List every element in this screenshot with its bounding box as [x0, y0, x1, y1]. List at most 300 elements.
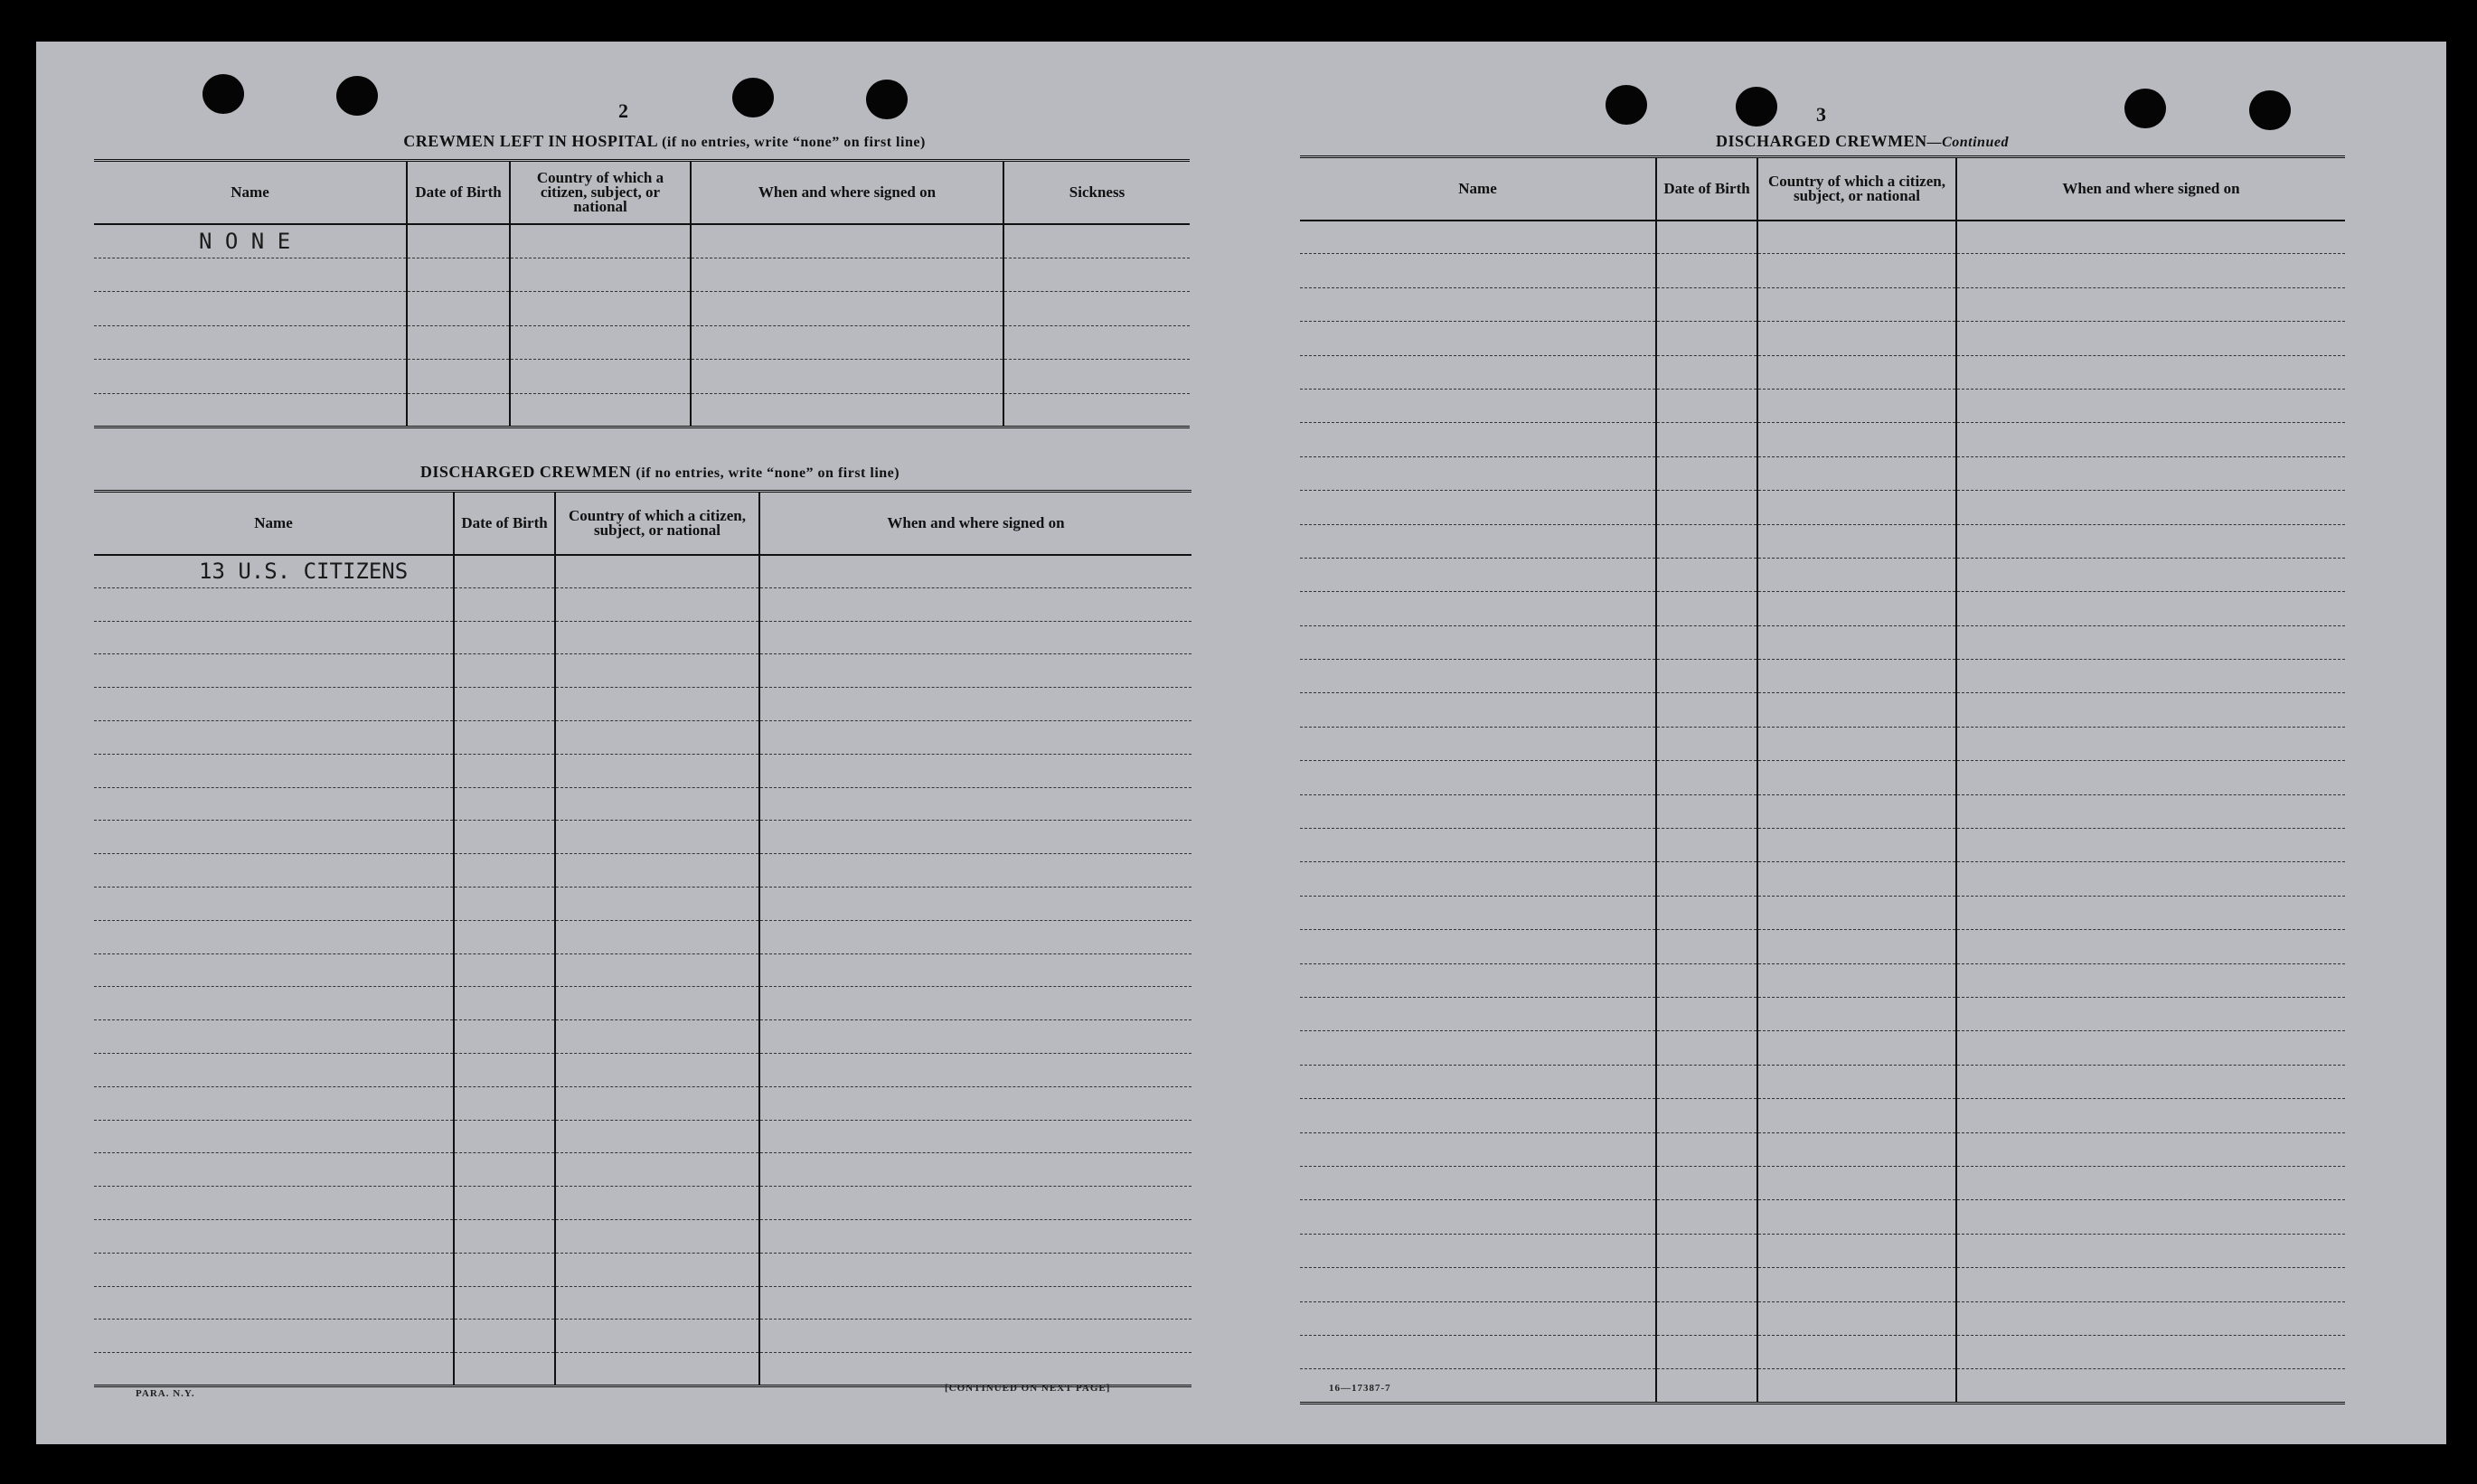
table-row: [94, 654, 1191, 688]
table-row: [1300, 1166, 2345, 1199]
table-cell: [510, 393, 691, 427]
table-row: [1300, 963, 2345, 997]
table-cell: [759, 720, 1191, 754]
first-line-entry: 13 U.S. CITIZENS: [199, 559, 409, 585]
table-cell: [454, 1086, 555, 1120]
table-cell: [1300, 896, 1656, 929]
table-cell: [1956, 862, 2345, 896]
table-cell: [454, 555, 555, 588]
table-cell: [1956, 1099, 2345, 1132]
hospital-table: [94, 159, 1190, 428]
table-cell: [1956, 930, 2345, 963]
table-row: [94, 258, 1190, 292]
table-cell: [454, 1253, 555, 1286]
table-cell: [1656, 1335, 1757, 1368]
table-cell: [407, 325, 510, 360]
table-cell: [1757, 592, 1956, 625]
table-cell: [1003, 224, 1190, 258]
table-cell: [1956, 997, 2345, 1030]
discharged-note: (if no entries, write “none” on first line): [636, 465, 900, 481]
table-cell: [1956, 355, 2345, 389]
table-cell: [691, 292, 1003, 326]
table-row: [1300, 592, 2345, 625]
table-cell: [1757, 896, 1956, 929]
table-row: [94, 688, 1191, 721]
table-row: [94, 887, 1191, 920]
table-row: [94, 292, 1190, 326]
table-cell: [1300, 524, 1656, 558]
table-cell: [407, 224, 510, 258]
table-cell: [759, 1353, 1191, 1386]
table-cell: [94, 688, 454, 721]
table-cell: [555, 1353, 759, 1386]
table-cell: [510, 360, 691, 394]
table-cell: [1956, 1200, 2345, 1234]
table-cell: [1956, 660, 2345, 693]
table-cell: [1757, 355, 1956, 389]
table-cell: [759, 1253, 1191, 1286]
table-cell: [1757, 625, 1956, 659]
table-row: [94, 720, 1191, 754]
table-cell: [1757, 322, 1956, 355]
punch-hole: [2249, 90, 2291, 130]
table-cell: [94, 654, 454, 688]
table-cell: [759, 688, 1191, 721]
table-cell: [1956, 322, 2345, 355]
table-cell: [1757, 456, 1956, 490]
table-row: [94, 555, 1191, 588]
table-cell: [1656, 456, 1757, 490]
table-cell: [1300, 355, 1656, 389]
table-cell: [1956, 1031, 2345, 1065]
table-cell: [1757, 389, 1956, 422]
table-cell: [759, 821, 1191, 854]
discharged-continued-title: [1636, 132, 2088, 151]
table-cell: [1956, 1166, 2345, 1199]
table-cell: [1003, 292, 1190, 326]
table-cell: [1300, 761, 1656, 794]
table-cell: [1757, 1268, 1956, 1301]
table-cell: [454, 654, 555, 688]
table-cell: [1656, 997, 1757, 1030]
table-row: [1300, 625, 2345, 659]
column-header-signed-on: When and where signed on: [691, 161, 1003, 224]
table-cell: [555, 754, 759, 787]
table-cell: [94, 555, 454, 588]
table-cell: [1656, 1099, 1757, 1132]
table-cell: [94, 224, 407, 258]
table-cell: [94, 1053, 454, 1086]
table-cell: [1300, 287, 1656, 321]
table-cell: [555, 1286, 759, 1320]
table-row: [1300, 254, 2345, 287]
table-row: [1300, 423, 2345, 456]
table-cell: [94, 953, 454, 987]
table-cell: [1300, 1166, 1656, 1199]
table-header-row: [1300, 157, 2345, 221]
table-cell: [759, 787, 1191, 821]
table-cell: [1656, 761, 1757, 794]
table-row: [94, 1219, 1191, 1253]
table-cell: [94, 360, 407, 394]
table-row: [1300, 491, 2345, 524]
table-cell: [1757, 1335, 1956, 1368]
table-cell: [1300, 1335, 1656, 1368]
table-cell: [555, 920, 759, 953]
table-cell: [1757, 287, 1956, 321]
table-cell: [454, 987, 555, 1020]
table-cell: [1757, 1065, 1956, 1098]
table-cell: [555, 1187, 759, 1220]
table-cell: [454, 621, 555, 654]
table-cell: [1300, 322, 1656, 355]
table-cell: [454, 887, 555, 920]
table-row: [94, 754, 1191, 787]
first-line-entry: N O N E: [199, 228, 291, 254]
table-cell: [1956, 1335, 2345, 1368]
discharged-title: DISCHARGED CREWMEN: [419, 463, 632, 481]
discharged-table: [94, 490, 1191, 1387]
table-cell: [454, 1153, 555, 1187]
table-cell: [1300, 1301, 1656, 1335]
table-cell: [1300, 1065, 1656, 1098]
table-cell: [1656, 1200, 1757, 1234]
table-row: [1300, 862, 2345, 896]
table-row: [94, 224, 1190, 258]
continued-suffix: —Continued: [1926, 135, 2009, 150]
table-cell: [1656, 491, 1757, 524]
table-cell: [94, 258, 407, 292]
table-cell: [1300, 254, 1656, 287]
table-cell: [1656, 862, 1757, 896]
table-cell: [555, 887, 759, 920]
table-cell: [94, 1120, 454, 1153]
table-cell: [1656, 1132, 1757, 1166]
table-cell: [1300, 930, 1656, 963]
table-cell: [555, 688, 759, 721]
table-cell: [1003, 360, 1190, 394]
table-cell: [1757, 963, 1956, 997]
table-row: [94, 987, 1191, 1020]
table-cell: [1656, 355, 1757, 389]
table-cell: [1757, 997, 1956, 1030]
table-row: [1300, 287, 2345, 321]
table-cell: [759, 587, 1191, 621]
table-cell: [1300, 221, 1656, 254]
table-cell: [1956, 761, 2345, 794]
table-cell: [1656, 524, 1757, 558]
punch-hole: [2124, 89, 2166, 128]
table-cell: [454, 1353, 555, 1386]
hospital-title: CREWMEN LEFT IN HOSPITAL: [403, 132, 658, 150]
table-cell: [1656, 1166, 1757, 1199]
table-cell: [1757, 660, 1956, 693]
column-header-country: Country of which a citizen, subject, or national: [510, 161, 691, 224]
table-cell: [1300, 1234, 1656, 1267]
table-cell: [454, 1286, 555, 1320]
punch-hole: [336, 76, 378, 116]
discharged-continued-table: [1300, 155, 2345, 1404]
document-sheet: [36, 42, 2446, 1444]
table-cell: [555, 654, 759, 688]
table-cell: [454, 754, 555, 787]
table-row: [1300, 1031, 2345, 1065]
footer-continued-note: [CONTINUED ON NEXT PAGE]: [945, 1383, 1111, 1394]
table-cell: [759, 920, 1191, 953]
table-row: [94, 920, 1191, 953]
table-cell: [94, 1353, 454, 1386]
table-cell: [454, 1219, 555, 1253]
table-cell: [454, 720, 555, 754]
table-cell: [510, 325, 691, 360]
table-cell: [1656, 592, 1757, 625]
table-cell: [407, 393, 510, 427]
table-cell: [1956, 287, 2345, 321]
table-cell: [1656, 896, 1757, 929]
table-cell: [759, 1320, 1191, 1353]
table-cell: [1300, 1099, 1656, 1132]
table-cell: [454, 953, 555, 987]
footer-form-number: 16—17387-7: [1329, 1383, 1391, 1394]
table-cell: [1656, 1369, 1757, 1403]
table-row: [94, 1153, 1191, 1187]
table-cell: [555, 1020, 759, 1054]
table-cell: [1956, 1234, 2345, 1267]
column-header-date-of-birth: Date of Birth: [454, 492, 555, 555]
table-cell: [1300, 862, 1656, 896]
discharged-continued-heading: DISCHARGED CREWMEN: [1716, 132, 1927, 150]
column-header-date-of-birth: Date of Birth: [407, 161, 510, 224]
punch-hole: [1736, 87, 1777, 127]
table-cell: [759, 987, 1191, 1020]
table-header-row: [94, 161, 1190, 224]
table-cell: [1757, 423, 1956, 456]
page-number-right: 3: [1816, 103, 1826, 126]
table-cell: [1003, 325, 1190, 360]
table-cell: [691, 360, 1003, 394]
table-cell: [407, 360, 510, 394]
table-row: [94, 1253, 1191, 1286]
discharged-section-title: [298, 463, 1022, 482]
column-header-name: Name: [94, 492, 454, 555]
table-cell: [454, 787, 555, 821]
table-cell: [94, 1253, 454, 1286]
table-cell: [1757, 1099, 1956, 1132]
table-cell: [1300, 829, 1656, 862]
page-number-left: 2: [618, 99, 628, 122]
table-cell: [1956, 389, 2345, 422]
table-cell: [1757, 1369, 1956, 1403]
column-header-signed-on: When and where signed on: [1956, 157, 2345, 221]
table-cell: [1757, 693, 1956, 727]
table-cell: [691, 325, 1003, 360]
footer-printer-mark: PARA. N.Y.: [136, 1388, 195, 1399]
table-row: [1300, 322, 2345, 355]
table-cell: [510, 224, 691, 258]
table-cell: [759, 1120, 1191, 1153]
table-cell: [555, 587, 759, 621]
table-row: [1300, 761, 2345, 794]
table-row: [1300, 1369, 2345, 1403]
table-row: [1300, 1268, 2345, 1301]
table-row: [94, 1120, 1191, 1153]
table-row: [1300, 693, 2345, 727]
table-cell: [510, 258, 691, 292]
table-cell: [555, 987, 759, 1020]
table-cell: [454, 1187, 555, 1220]
table-cell: [1956, 1065, 2345, 1098]
table-cell: [94, 393, 407, 427]
table-cell: [1656, 660, 1757, 693]
table-cell: [1656, 693, 1757, 727]
table-cell: [1757, 1234, 1956, 1267]
table-cell: [1956, 254, 2345, 287]
table-cell: [1300, 1268, 1656, 1301]
table-cell: [759, 887, 1191, 920]
table-cell: [1956, 829, 2345, 862]
table-cell: [1300, 660, 1656, 693]
table-row: [1300, 997, 2345, 1030]
table-cell: [1300, 1200, 1656, 1234]
table-cell: [1757, 524, 1956, 558]
column-header-signed-on: When and where signed on: [759, 492, 1191, 555]
table-cell: [94, 1153, 454, 1187]
table-cell: [1757, 558, 1956, 591]
table-cell: [94, 292, 407, 326]
table-cell: [555, 1219, 759, 1253]
table-cell: [555, 621, 759, 654]
table-cell: [759, 1286, 1191, 1320]
table-row: [94, 854, 1191, 888]
table-cell: [1956, 1268, 2345, 1301]
table-row: [1300, 660, 2345, 693]
table-cell: [1300, 727, 1656, 760]
table-cell: [555, 555, 759, 588]
table-cell: [759, 754, 1191, 787]
table-cell: [1757, 862, 1956, 896]
table-cell: [1757, 829, 1956, 862]
table-cell: [1757, 1132, 1956, 1166]
punch-hole: [866, 80, 908, 119]
column-header-sickness: Sickness: [1003, 161, 1190, 224]
table-cell: [1003, 393, 1190, 427]
table-cell: [94, 720, 454, 754]
table-cell: [1956, 1301, 2345, 1335]
table-row: [1300, 524, 2345, 558]
table-cell: [1956, 693, 2345, 727]
table-row: [94, 1353, 1191, 1386]
table-cell: [454, 688, 555, 721]
table-cell: [94, 754, 454, 787]
table-cell: [1956, 1369, 2345, 1403]
table-cell: [1656, 558, 1757, 591]
table-row: [94, 621, 1191, 654]
table-cell: [759, 1187, 1191, 1220]
table-cell: [1956, 1132, 2345, 1166]
table-cell: [94, 887, 454, 920]
table-cell: [454, 587, 555, 621]
column-header-name: Name: [94, 161, 407, 224]
table-row: [94, 821, 1191, 854]
table-cell: [94, 621, 454, 654]
table-row: [94, 393, 1190, 427]
table-cell: [759, 1219, 1191, 1253]
table-cell: [1757, 1301, 1956, 1335]
table-cell: [1956, 963, 2345, 997]
table-cell: [759, 854, 1191, 888]
table-row: [1300, 1200, 2345, 1234]
table-cell: [1656, 287, 1757, 321]
hospital-section-title: [303, 132, 1026, 151]
table-cell: [407, 292, 510, 326]
table-cell: [555, 1086, 759, 1120]
table-cell: [510, 292, 691, 326]
table-cell: [94, 821, 454, 854]
table-cell: [1656, 1065, 1757, 1098]
table-cell: [759, 555, 1191, 588]
table-cell: [94, 1086, 454, 1120]
table-cell: [759, 1053, 1191, 1086]
table-cell: [1956, 456, 2345, 490]
table-cell: [691, 258, 1003, 292]
table-row: [1300, 355, 2345, 389]
table-cell: [1956, 423, 2345, 456]
table-cell: [759, 1086, 1191, 1120]
table-cell: [555, 1320, 759, 1353]
table-cell: [1300, 693, 1656, 727]
table-cell: [1656, 930, 1757, 963]
table-cell: [454, 854, 555, 888]
table-row: [1300, 456, 2345, 490]
table-cell: [1656, 963, 1757, 997]
table-cell: [1956, 896, 2345, 929]
table-cell: [691, 224, 1003, 258]
table-row: [94, 587, 1191, 621]
table-cell: [94, 1020, 454, 1054]
table-cell: [1956, 592, 2345, 625]
table-row: [94, 1020, 1191, 1054]
table-cell: [454, 821, 555, 854]
table-cell: [1757, 794, 1956, 828]
table-cell: [454, 1120, 555, 1153]
table-cell: [407, 258, 510, 292]
table-cell: [1656, 829, 1757, 862]
table-cell: [1956, 727, 2345, 760]
punch-hole: [1606, 85, 1647, 125]
table-row: [1300, 1065, 2345, 1098]
table-cell: [1757, 1031, 1956, 1065]
table-cell: [691, 393, 1003, 427]
column-header-name: Name: [1300, 157, 1656, 221]
table-cell: [454, 920, 555, 953]
table-cell: [1757, 930, 1956, 963]
table-row: [1300, 1301, 2345, 1335]
table-row: [1300, 1234, 2345, 1267]
table-row: [94, 787, 1191, 821]
table-cell: [94, 587, 454, 621]
table-cell: [1956, 625, 2345, 659]
table-cell: [94, 1219, 454, 1253]
table-cell: [555, 1253, 759, 1286]
table-cell: [1656, 1031, 1757, 1065]
table-cell: [759, 1153, 1191, 1187]
table-cell: [555, 854, 759, 888]
table-cell: [759, 654, 1191, 688]
table-row: [94, 1286, 1191, 1320]
table-cell: [1757, 727, 1956, 760]
table-cell: [94, 1286, 454, 1320]
table-cell: [1956, 794, 2345, 828]
